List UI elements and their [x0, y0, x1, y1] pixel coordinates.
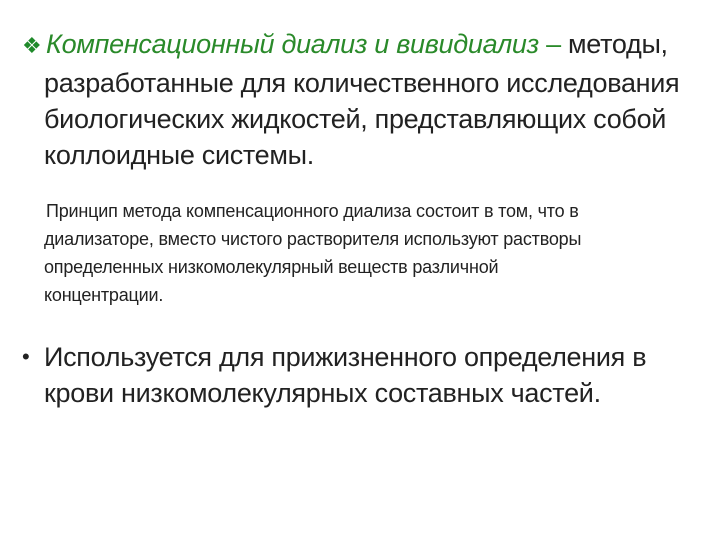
- definition-line-1-rest: методы,: [568, 29, 668, 59]
- definition-line-3: биологических жидкостей, представляющих собой: [44, 104, 667, 134]
- definition-line-4: коллоидные системы.: [44, 140, 314, 170]
- definition-term: Компенсационный диализ и вивидиализ: [46, 29, 539, 59]
- diamond-bullet-icon: ❖: [22, 34, 42, 59]
- principle-line-2: диализаторе, вместо чистого растворителя используют растворы: [44, 229, 582, 249]
- principle-line-1: Принцип метода компенсационного диализа состоит в том, что в: [46, 201, 579, 221]
- principle-paragraph: [44, 197, 684, 309]
- usage-line-2: крови низкомолекулярных составных частей.: [44, 378, 601, 408]
- usage-paragraph: [22, 339, 702, 411]
- usage-line-1: [22, 339, 702, 375]
- definition-line-2: разработанные для количественного исследования: [44, 68, 680, 98]
- principle-line-3: определенных низкомолекулярный веществ различной: [44, 257, 499, 277]
- definition-line-1: [22, 26, 702, 65]
- usage-line-1-text: Используется для прижизненного определения в: [44, 342, 647, 372]
- round-bullet-icon: •: [22, 344, 30, 369]
- principle-line-4: концентрации.: [44, 285, 164, 305]
- definition-paragraph: [22, 26, 702, 173]
- definition-dash: –: [546, 29, 561, 59]
